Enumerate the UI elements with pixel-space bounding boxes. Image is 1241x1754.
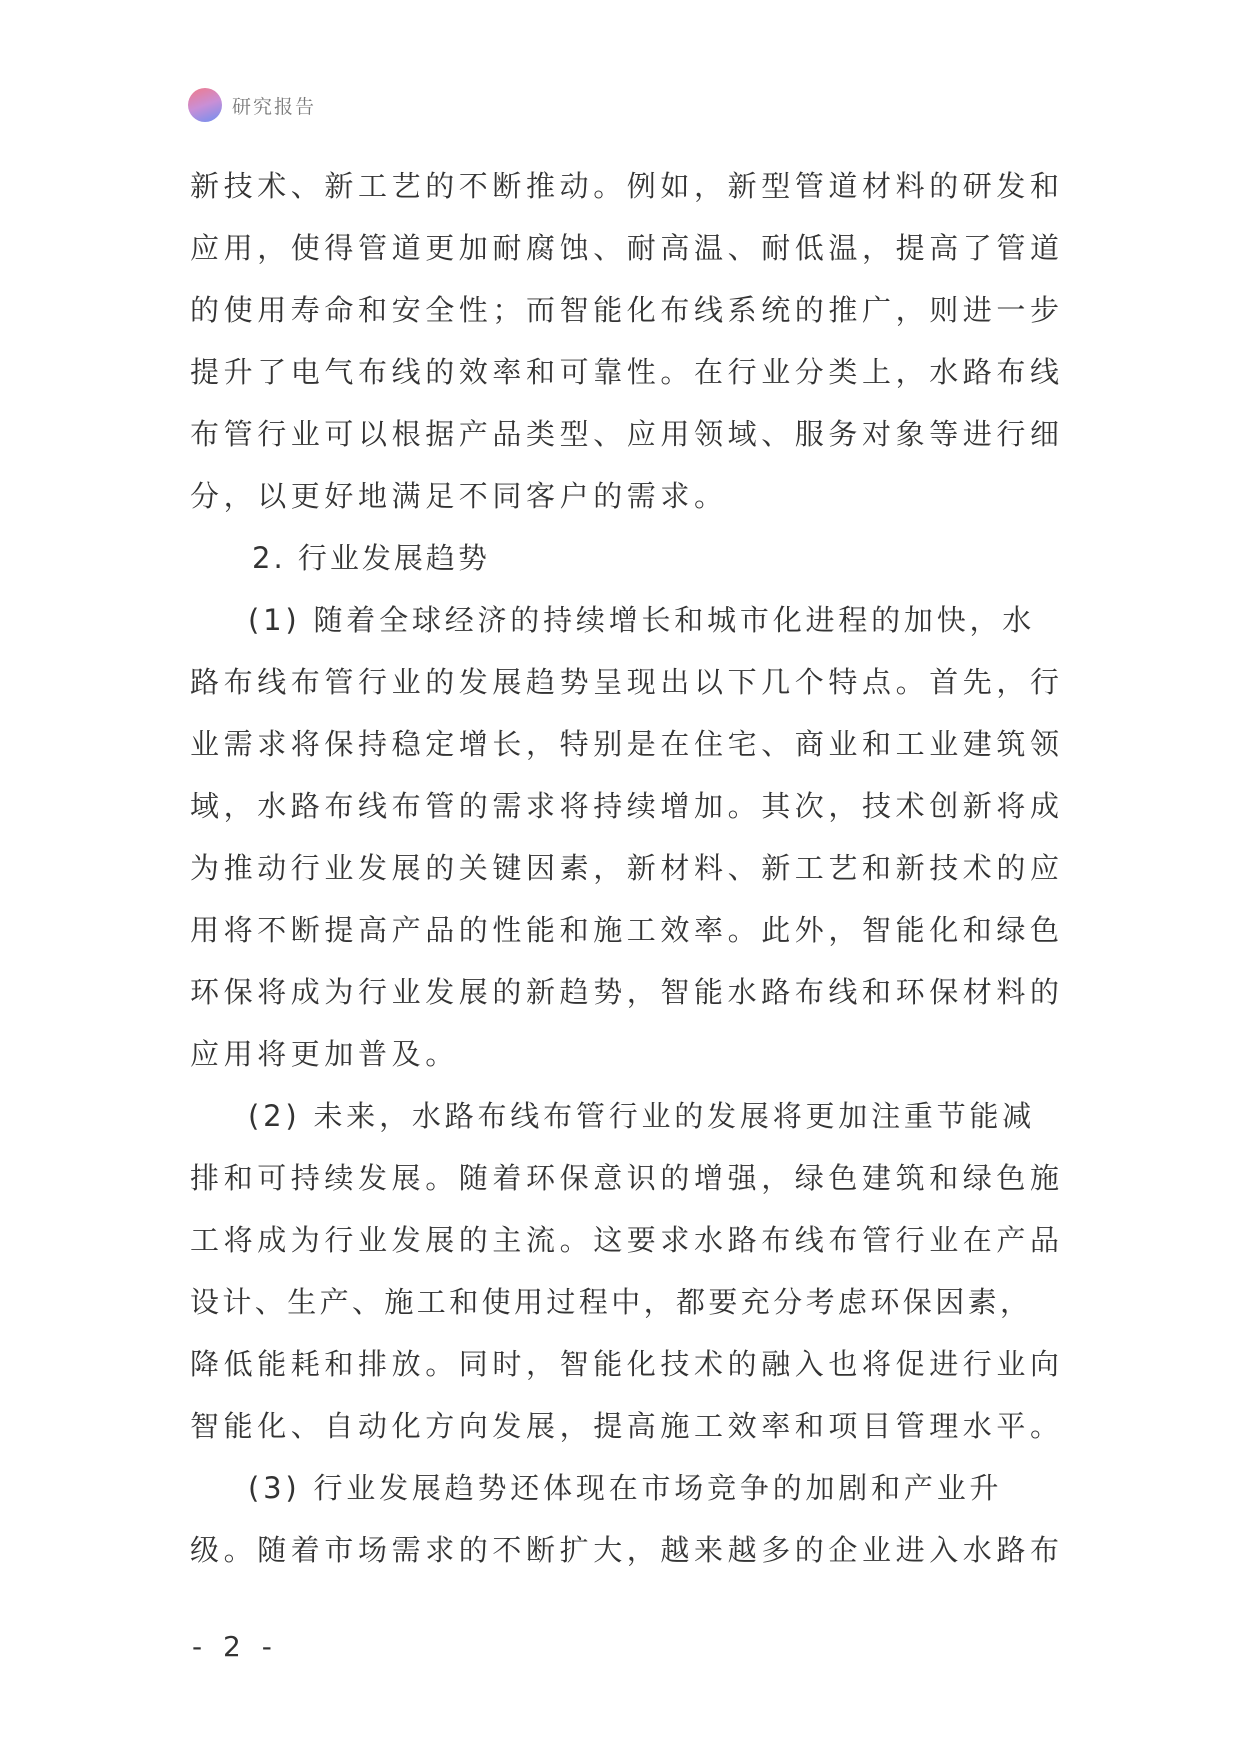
paragraph-line: 为推动行业发展的关键因素，新材料、新工艺和新技术的应 [190,851,1064,885]
paragraph-line: 应用将更加普及。 [190,1037,459,1071]
paragraph-line: 分，以更好地满足不同客户的需求。 [190,479,728,513]
paragraph-line: 设计、生产、施工和使用过程中，都要充分考虑环保因素， [190,1285,1033,1319]
section-heading: 2. 行业发展趋势 [252,541,490,575]
paragraph-line: 级。随着市场需求的不断扩大，越来越多的企业进入水路布 [190,1533,1064,1567]
paragraph-line: 环保将成为行业发展的新趋势，智能水路布线和环保材料的 [190,975,1064,1009]
paragraph-line: 路布线布管行业的发展趋势呈现出以下几个特点。首先，行 [190,665,1064,699]
document-body [190,155,1064,1581]
paragraph-line: 工将成为行业发展的主流。这要求水路布线布管行业在产品 [190,1223,1064,1257]
paragraph-line: 业需求将保持稳定增长，特别是在住宅、商业和工业建筑领 [190,727,1064,761]
paragraph-line: (2) 未来，水路布线布管行业的发展将更加注重节能减 [248,1099,1036,1133]
paragraph-line: 的使用寿命和安全性；而智能化布线系统的推广，则进一步 [190,293,1064,327]
paragraph-line: 域，水路布线布管的需求将持续增加。其次，技术创新将成 [190,789,1064,823]
paragraph-line: 应用，使得管道更加耐腐蚀、耐高温、耐低温，提高了管道 [190,231,1064,265]
paragraph-line: 新技术、新工艺的不断推动。例如，新型管道材料的研发和 [190,169,1064,203]
paragraph-line: (1) 随着全球经济的持续增长和城市化进程的加快，水 [248,603,1036,637]
paragraph-line: 排和可持续发展。随着环保意识的增强，绿色建筑和绿色施 [190,1161,1064,1195]
logo-icon [188,88,222,122]
paragraph-line: 智能化、自动化方向发展，提高施工效率和项目管理水平。 [190,1409,1064,1443]
paragraph-line: 提升了电气布线的效率和可靠性。在行业分类上，水路布线 [190,355,1064,389]
paragraph-line: 布管行业可以根据产品类型、应用领域、服务对象等进行细 [190,417,1064,451]
paragraph-line: 用将不断提高产品的性能和施工效率。此外，智能化和绿色 [190,913,1064,947]
page-number: - 2 - [192,1630,278,1663]
paragraph-line: (3) 行业发展趋势还体现在市场竞争的加剧和产业升 [248,1471,1003,1505]
page-header [188,88,316,122]
header-title: 研究报告 [232,95,317,118]
paragraph-line: 降低能耗和排放。同时，智能化技术的融入也将促进行业向 [190,1347,1064,1381]
